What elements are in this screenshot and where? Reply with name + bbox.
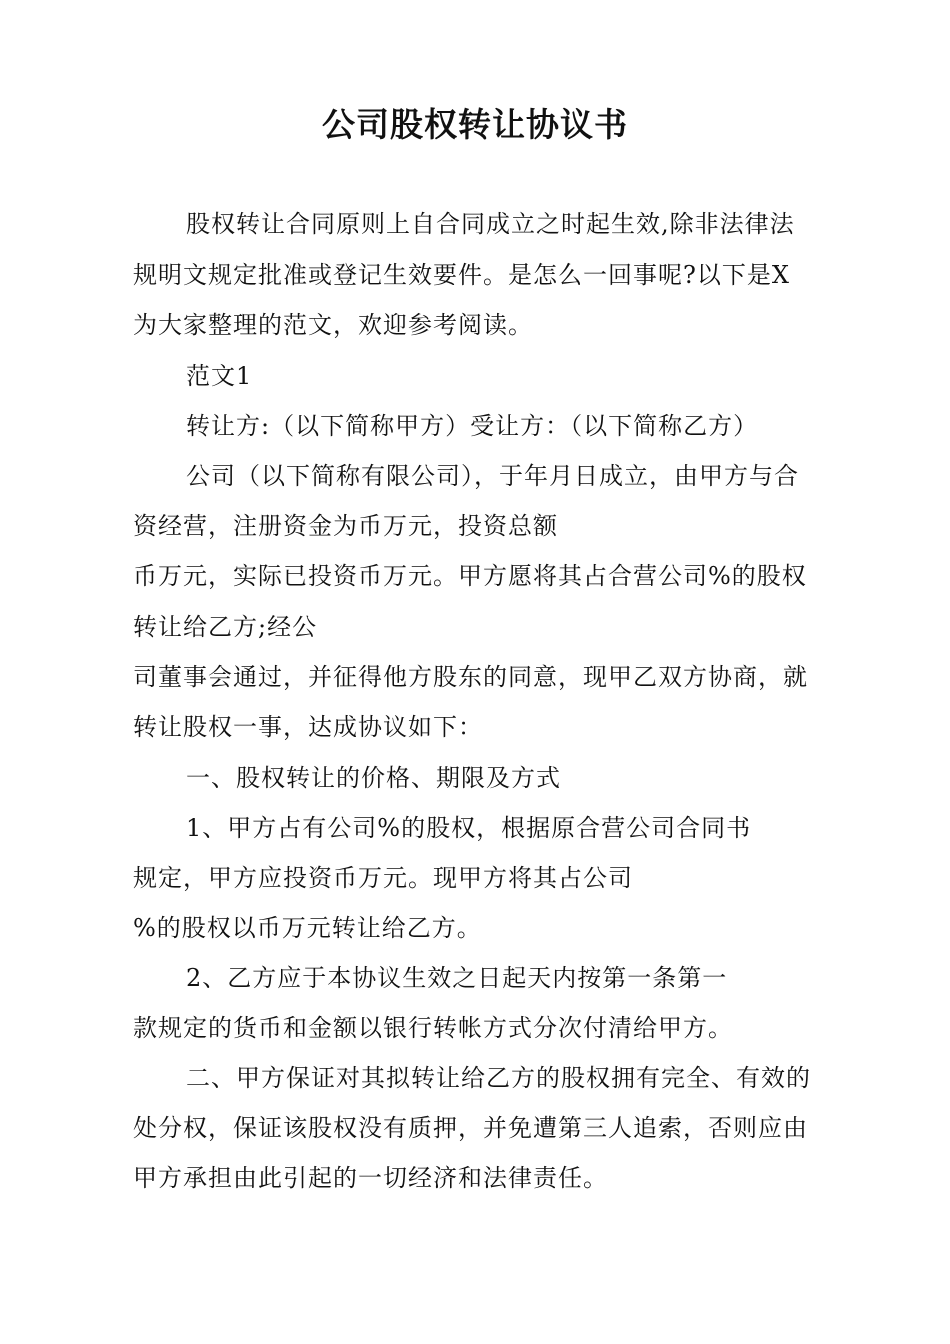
paragraph-line: 币万元，实际已投资币万元。甲方愿将其占合营公司%的股权 xyxy=(133,562,807,590)
paragraph-line: 公司（以下简称有限公司），于年月日成立，由甲方与合 xyxy=(186,462,799,490)
paragraph-line: 规定，甲方应投资币万元。现甲方将其占公司 xyxy=(133,864,633,892)
paragraph-line: 二、甲方保证对其拟转让给乙方的股权拥有完全、有效的 xyxy=(186,1064,811,1092)
paragraph-line: 司董事会通过，并征得他方股东的同意，现甲乙双方协商，就 xyxy=(133,663,808,691)
paragraph-line: 资经营，注册资金为币万元，投资总额 xyxy=(133,512,558,540)
paragraph-line: 转让股权一事，达成协议如下： xyxy=(133,713,483,741)
paragraph-line: 甲方承担由此引起的一切经济和法律责任。 xyxy=(133,1164,608,1192)
paragraph-line: 转让给乙方;经公 xyxy=(133,613,318,641)
paragraph-line: 2、乙方应于本协议生效之日起天内按第一条第一 xyxy=(186,964,728,992)
section-heading: 一、股权转让的价格、期限及方式 xyxy=(186,764,561,792)
paragraph-line: 转让方:（以下简称甲方）受让方：（以下简称乙方） xyxy=(186,412,759,440)
paragraph-line: 处分权，保证该股权没有质押，并免遭第三人追索，否则应由 xyxy=(133,1114,808,1142)
paragraph-line: 1、甲方占有公司%的股权，根据原合营公司合同书 xyxy=(186,814,752,842)
document-title: 公司股权转让协议书 xyxy=(322,105,628,144)
paragraph-line: 股权转让合同原则上自合同成立之时起生效,除非法律法 xyxy=(186,210,795,238)
paragraph-line: 规明文规定批准或登记生效要件。是怎么一回事呢?以下是X xyxy=(133,261,790,289)
paragraph-line: 款规定的货币和金额以银行转帐方式分次付清给甲方。 xyxy=(133,1014,733,1042)
paragraph-line: %的股权以币万元转让给乙方。 xyxy=(133,914,482,942)
paragraph-line: 为大家整理的范文，欢迎参考阅读。 xyxy=(133,311,533,339)
section-label: 范文1 xyxy=(186,362,253,390)
